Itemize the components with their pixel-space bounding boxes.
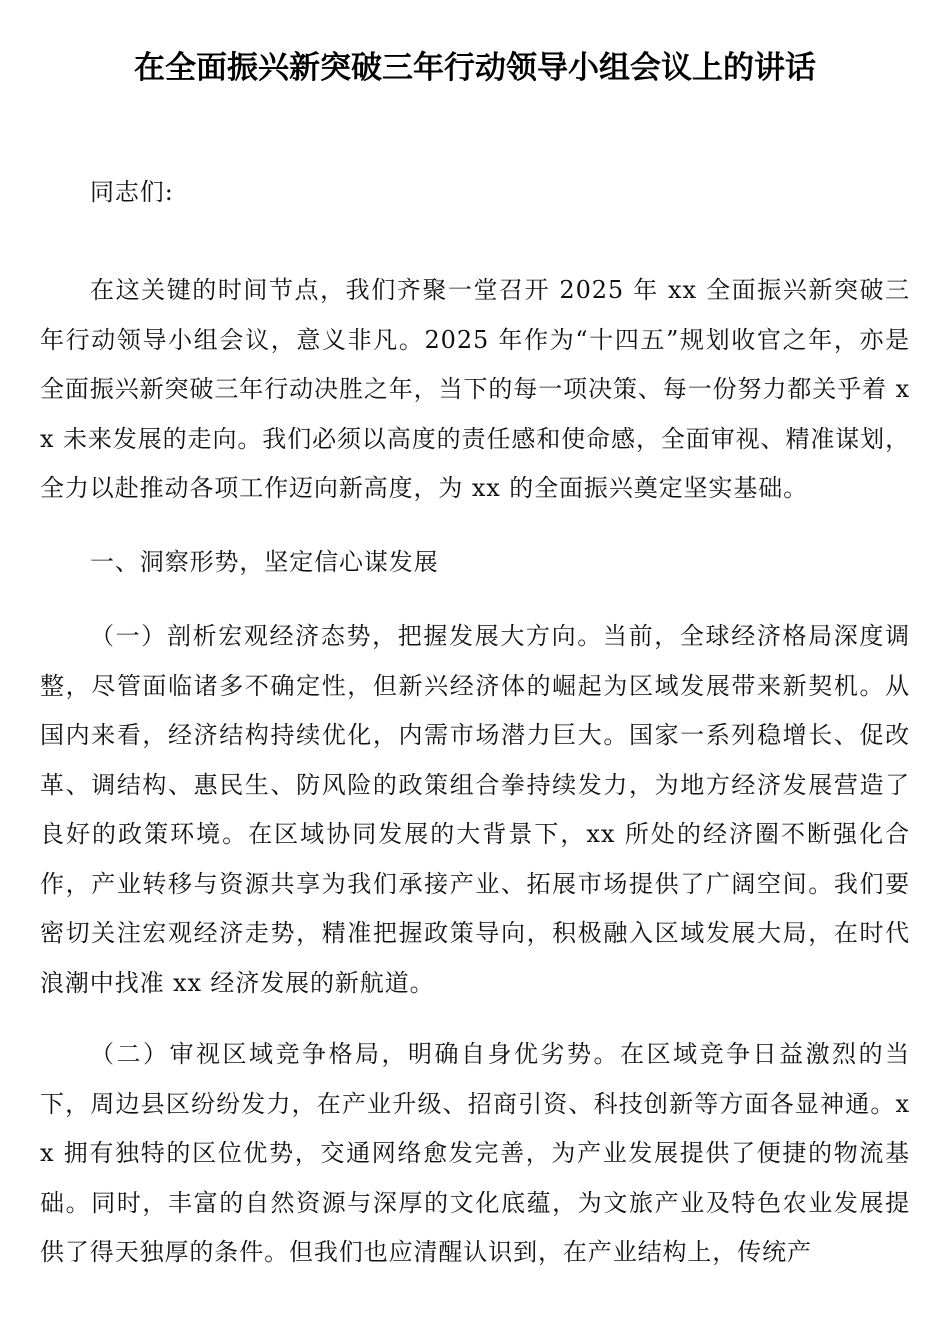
document-title: 在全面振兴新突破三年行动领导小组会议上的讲话 — [134, 50, 816, 86]
paragraph-section-2: （二）审视区域竞争格局，明确自身优劣势。在区域竞争日益激烈的当下，周边县区纷纷发力，在产业升级、招商引资、科技创新等方面各显神通。xx 拥有独特的区位优势，交通网络愈发完善，为产业发展提供了便捷的物流基础。同时，丰富的自然资源与深厚的文化底蕴，为文旅产业及特色农业发展提供了得天独厚的条件。但我们也应清醒认识到，在产业结构上，传统产 — [40, 1040, 910, 1266]
greeting: 同志们: — [90, 178, 174, 206]
section-heading-1: 一、洞察形势，坚定信心谋发展 — [90, 548, 439, 576]
paragraph-intro: 在这关键的时间节点，我们齐聚一堂召开 2025 年 xx 全面振兴新突破三年行动领导小组会议，意义非凡。2025 年作为“十四五”规划收官之年，亦是全面振兴新突破三年行动决胜之年，当下的每一项决策、每一份努力都关乎着 xx 未来发展的走向。我们必须以高度的责任感和使命感，全面审视、精准谋划，全力以赴推动各项工作迈向新高度，为 xx 的全面振兴奠定坚实基础。 — [40, 276, 910, 502]
paragraph-section-1: （一）剖析宏观经济态势，把握发展大方向。当前，全球经济格局深度调整，尽管面临诸多不确定性，但新兴经济体的崛起为区域发展带来新契机。从国内来看，经济结构持续优化，内需市场潜力巨大。国家一系列稳增长、促改革、调结构、惠民生、防风险的政策组合拳持续发力，为地方经济发展营造了良好的政策环境。在区域协同发展的大背景下，xx 所处的经济圈不断强化合作，产业转移与资源共享为我们承接产业、拓展市场提供了广阔空间。我们要密切关注宏观经济走势，精准把握政策导向，积极融入区域发展大局，在时代浪潮中找准 xx 经济发展的新航道。 — [40, 622, 910, 997]
